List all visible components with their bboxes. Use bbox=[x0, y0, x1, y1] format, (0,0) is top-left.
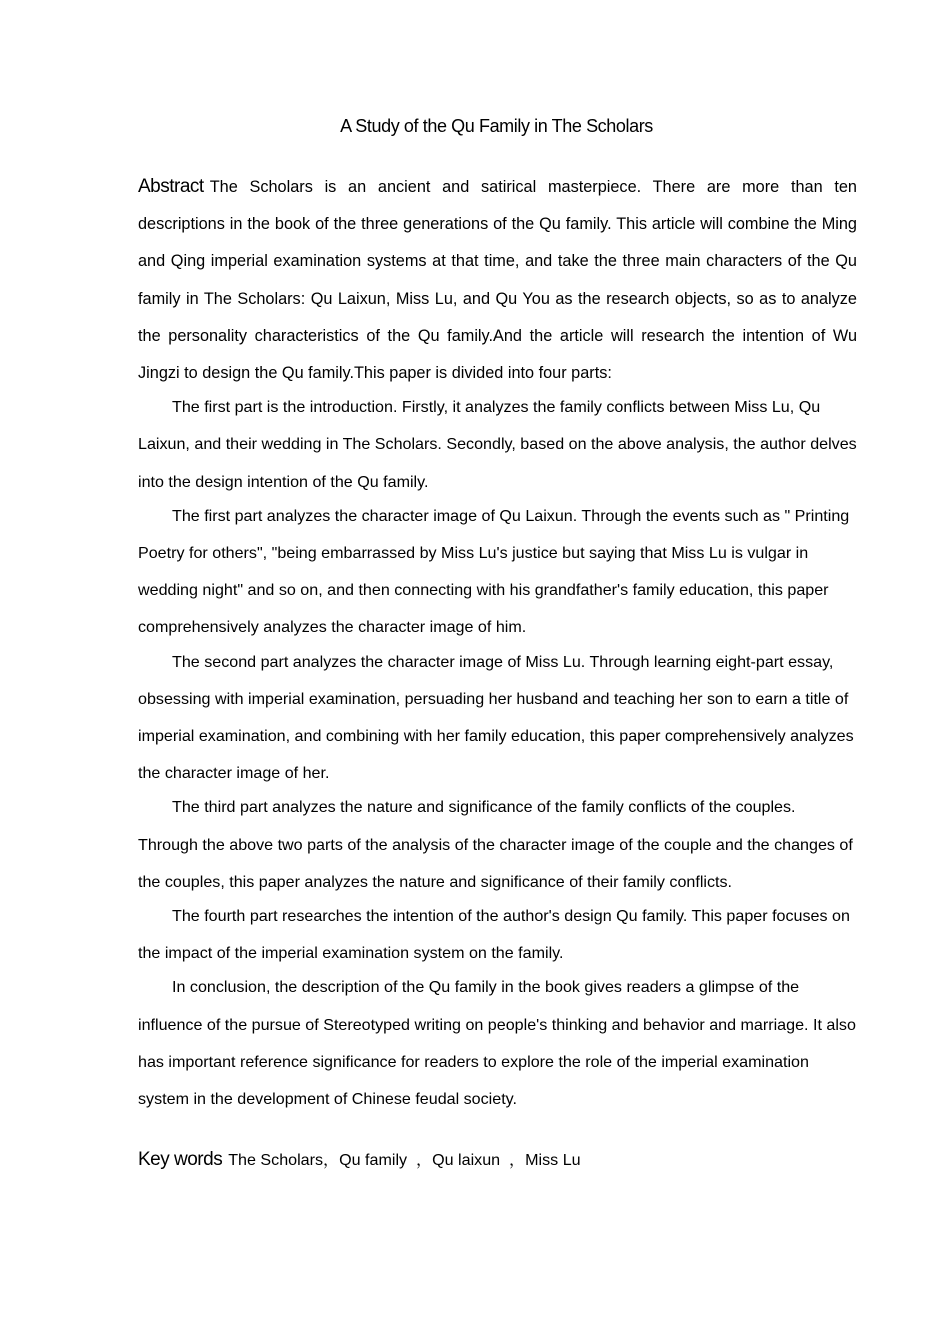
abstract-text: The Scholars is an ancient and satirical masterpiece. There are more than ten descriptions in the book of the three generations of the Qu family. This article will combine the Ming and Qing imperial examination systems at that time, and take the three main characters of the Qu family in The Scholars: Qu Laixun, Miss Lu, and Qu You as the research objects, so as to analyze the personality characteristics of the Qu family.And the article will research the intention of Wu Jingzi to design the Qu family.This paper is divided into four parts: bbox=[138, 178, 857, 383]
paragraph-qu-laixun: The first part analyzes the character image of Qu Laixun. Through the events such as " Printing Poetry for others", "being embarrassed by Miss Lu's justice but saying that Miss Lu is vulgar in wedding night" and so on, and then connecting with his grandfather's family education, this paper comprehensively analyzes the character image of him. bbox=[138, 506, 850, 637]
paragraph-author-intention: The fourth part researches the intention of the author's design Qu family. This paper focuses on the impact of the imperial examination system on the family. bbox=[138, 907, 850, 963]
paragraph-introduction: The first part is the introduction. Firstly, it analyzes the family conflicts between Miss Lu, Qu Laixun, and their wedding in The Scholars. Secondly, based on the above analysis, the author delves into the design intention of the Qu family. bbox=[138, 398, 857, 491]
keywords-line bbox=[138, 1146, 581, 1174]
keywords-label: Key words bbox=[138, 1149, 223, 1170]
abstract-paragraph bbox=[138, 168, 857, 392]
abstract-section bbox=[138, 168, 857, 1118]
paragraph-conclusion: In conclusion, the description of the Qu family in the book gives readers a glimpse of the influence of the pursue of Stereotyped writing on people's thinking and behavior and marriage. It also has important reference significance for readers to explore the role of the imperial examination system in the development of Chinese feudal society. bbox=[138, 978, 856, 1109]
keywords-text: The Scholars，Qu family ，Qu laixun ，Miss Lu bbox=[228, 1151, 581, 1169]
abstract-label: Abstract bbox=[138, 176, 204, 197]
paragraph-family-conflicts: The third part analyzes the nature and significance of the family conflicts of the couples. Through the above two parts of the analysis of the character image of the couple and the changes of the couples, this paper analyzes the nature and significance of their family conflicts. bbox=[138, 798, 853, 891]
paragraph-miss-lu: The second part analyzes the character image of Miss Lu. Through learning eight-part essay, obsessing with imperial examination, persuading her husband and teaching her son to earn a title of imperial examination, and combining with her family education, this paper comprehensively analyzes the character image of her. bbox=[138, 652, 854, 783]
document-title: A Study of the Qu Family in The Scholars bbox=[340, 116, 653, 136]
